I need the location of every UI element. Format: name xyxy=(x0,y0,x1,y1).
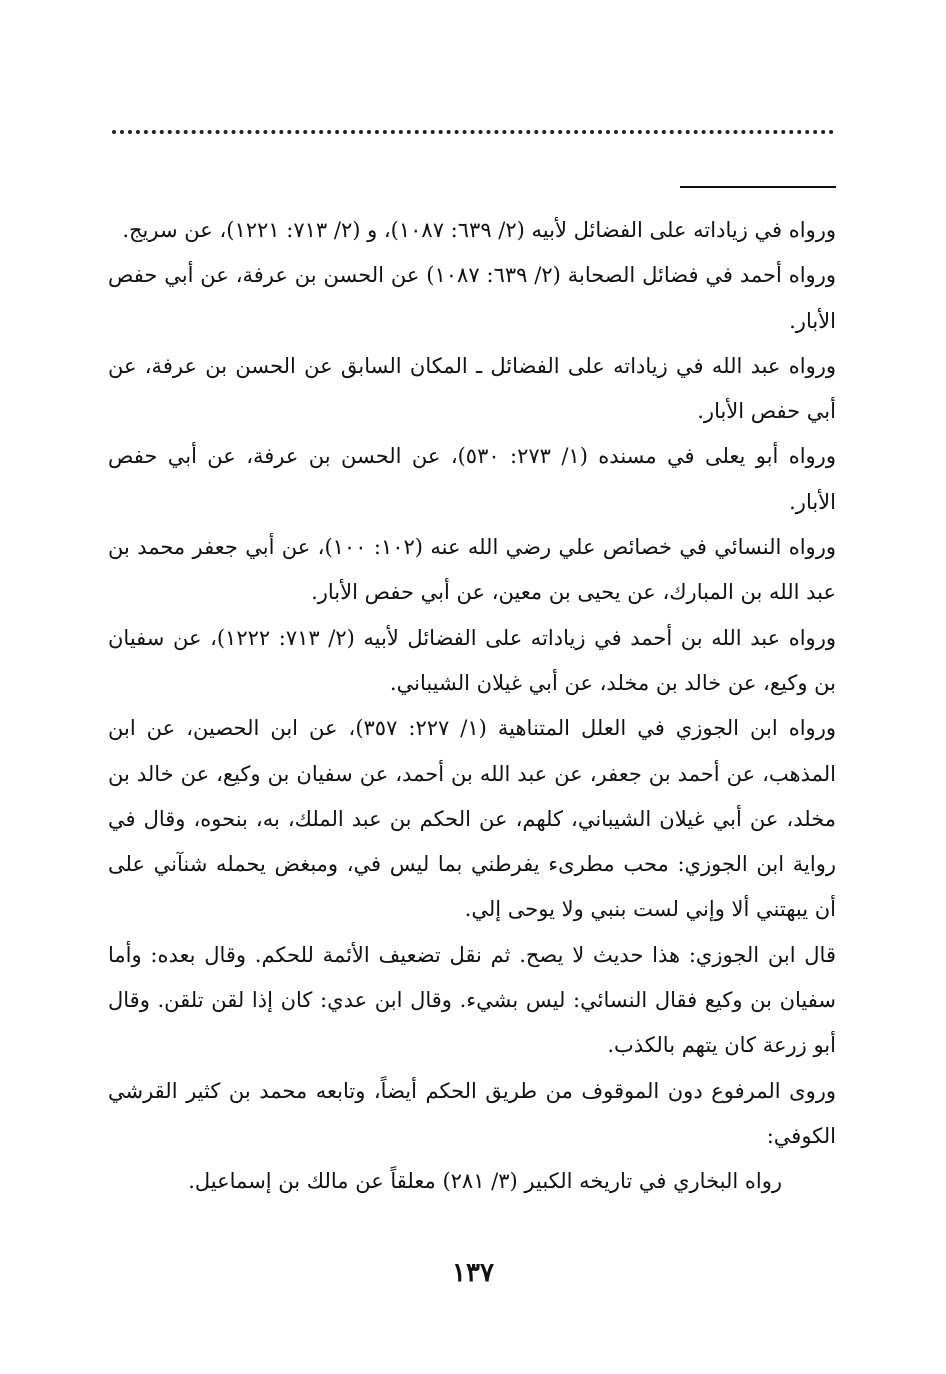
paragraph: وروى المرفوع دون الموقوف من طريق الحكم أيضاً، وتابعه محمد بن كثير القرشي الكوفي: xyxy=(108,1078,836,1148)
paragraph: رواه البخاري في تاريخه الكبير (٣/ ٢٨١) معلقاً عن مالك بن إسماعيل. xyxy=(188,1169,782,1194)
footnote-rule xyxy=(680,186,836,188)
paragraph: ورواه عبد الله بن أحمد في زياداته على الفضائل لأبيه (٢/ ٧١٣: ١٢٢٢)، عن سفيان بن وكيع، عن خالد بن مخلد، عن أبي غيلان الشيباني. xyxy=(108,625,836,695)
paragraph: ورواه النسائي في خصائص علي رضي الله عنه (١٠٢: ١٠٠)، عن أبي جعفر محمد بن عبد الله بن المبارك، عن يحيى بن معين، عن أبي حفص الأبار. xyxy=(108,535,836,605)
footnote-text-block xyxy=(108,208,836,1205)
dotted-separator xyxy=(112,130,834,134)
paragraph: ورواه ابن الجوزي في العلل المتناهية (١/ ٢٢٧: ٣٥٧)، عن ابن الحصين، عن ابن المذهب، عن أحمد بن جعفر، عن عبد الله بن أحمد، عن سفيان بن وكيع، عن خالد بن مخلد، عن أبي غيلان الشيباني، كلهم، عن الحكم بن عبد الملك، به، بنحوه، وقال في رواية ابن الجوزي: محب مطرىء يفرطني بما ليس في، ومبغض يحمله شنآني على أن يبهتني ألا وإني لست بنبي ولا يوحى إلي. xyxy=(108,716,836,922)
page-number: ١٣٧ xyxy=(452,1258,494,1288)
paragraph: ورواه عبد الله في زياداته على الفضائل ـ المكان السابق عن الحسن بن عرفة، عن أبي حفص الأبار. xyxy=(108,353,836,424)
paragraph: ورواه أحمد في فضائل الصحابة (٢/ ٦٣٩: ١٠٨٧) عن الحسن بن عرفة، عن أبي حفص الأبار. xyxy=(108,263,836,333)
paragraph: قال ابن الجوزي: هذا حديث لا يصح. ثم نقل تضعيف الأئمة للحكم. وقال بعده: وأما سفيان بن وكيع فقال النسائي: ليس بشيء. وقال ابن عدي: كان إذا لقن تلقن. وقال أبو زرعة كان يتهم بالكذب. xyxy=(108,942,836,1058)
paragraph: ورواه أبو يعلى في مسنده (١/ ٢٧٣: ٥٣٠)، عن الحسن بن عرفة، عن أبي حفص الأبار. xyxy=(108,444,836,514)
paragraph: ورواه في زياداته على الفضائل لأبيه (٢/ ٦٣٩: ١٠٨٧)، و (٢/ ٧١٣: ١٢٢١)، عن سريج. xyxy=(122,218,836,242)
